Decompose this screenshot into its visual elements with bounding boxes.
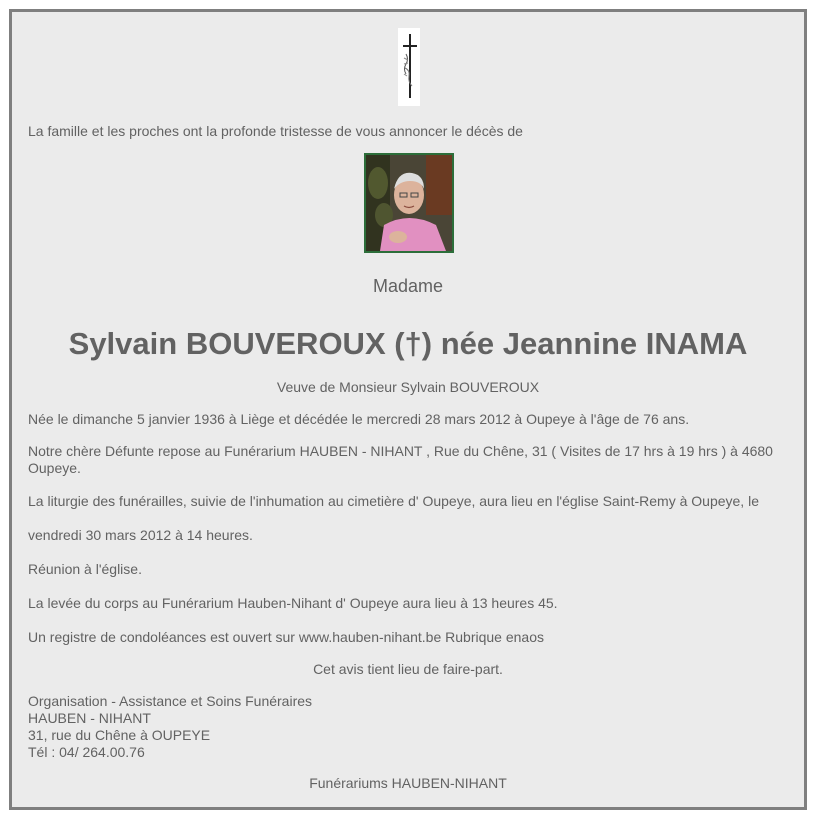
organisation-line-3: 31, rue du Chêne à OUPEYE: [28, 727, 211, 743]
registry-text: Un registre de condoléances est ouvert sur www.hauben-nihant.be Rubrique enaos: [28, 629, 544, 645]
widow-line: Veuve de Monsieur Sylvain BOUVEROUX: [276, 379, 540, 395]
cross-icon: [398, 28, 420, 106]
organisation-line-2: HAUBEN - NIHANT: [28, 710, 151, 726]
death-notice-card: [9, 9, 807, 810]
intro-text: La famille et les proches ont la profonde tristesse de vous annoncer le décès de: [28, 123, 523, 139]
footer-text: Funérariums HAUBEN-NIHANT: [309, 775, 507, 791]
deceased-name: Sylvain BOUVEROUX (†) née Jeannine INAMA: [68, 326, 748, 361]
cross-emblem: [398, 28, 420, 106]
liturgy-text-line2: vendredi 30 mars 2012 à 14 heures.: [28, 527, 253, 543]
faire-part-notice: Cet avis tient lieu de faire-part.: [313, 661, 503, 677]
portrait-photo: [364, 153, 454, 253]
honorific: Madame: [372, 276, 444, 296]
organisation-line-1: Organisation - Assistance et Soins Funéraires: [28, 693, 313, 709]
reunion-text: Réunion à l'église.: [28, 561, 142, 577]
levee-text: La levée du corps au Funérarium Hauben-Nihant d' Oupeye aura lieu à 13 heures 45.: [28, 595, 558, 611]
portrait-image: [366, 155, 452, 251]
birth-death-text: Née le dimanche 5 janvier 1936 à Liège et décédée le mercredi 28 mars 2012 à Oupeye à l'âge de 76 ans.: [28, 411, 690, 427]
liturgy-text-line1: La liturgie des funérailles, suivie de l'inhumation au cimetière d' Oupeye, aura lieu en l'église Saint-Remy à Oupeye, le: [28, 493, 759, 509]
organisation-line-4: Tél : 04/ 264.00.76: [28, 744, 145, 760]
rests-at-text: Notre chère Défunte repose au Funérarium HAUBEN - NIHANT , Rue du Chêne, 31 ( Visites de 17 hrs à 19 hrs ) à 4680 Oupeye.: [28, 443, 773, 476]
